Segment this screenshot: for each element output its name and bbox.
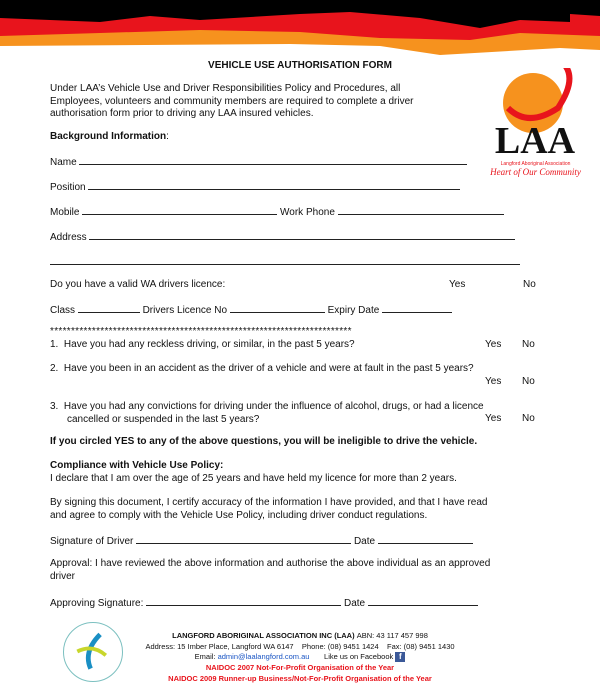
address-line[interactable] [89,230,515,240]
declaration: I declare that I am over the age of 25 years and have held my licence for more than 2 years. [50,473,457,484]
approving-signature-line[interactable] [146,596,341,606]
date-label: Date [353,536,376,547]
approving-signature-label: Approving Signature: [50,598,144,609]
ineligibility-warning: If you circled YES to any of the above questions, you will be ineligible to drive the vehicle. [50,436,478,447]
address-line-2[interactable] [50,255,520,265]
name-field[interactable] [50,155,467,168]
position-label: Position [50,182,86,193]
q3-no[interactable]: No [522,413,535,424]
question-1: 1. Have you had any reckless driving, or similar, in the past 5 years? [50,339,355,350]
form-title: VEHICLE USE AUTHORISATION FORM [208,60,392,71]
footer-org-line: LANGFORD ABORIGINAL ASSOCIATION INC (LAA) ABN: 43 117 457 998 [172,631,428,640]
award-2009: NAIDOC 2009 Runner-up Business/Not-For-Profit Organisation of the Year [168,674,432,683]
driver-signature-label: Signature of Driver [50,536,134,547]
q2-yes[interactable]: Yes [485,376,502,387]
expiry-label: Expiry Date [327,305,380,316]
compliance-heading: Compliance with Vehicle Use Policy: [50,460,224,471]
q1-no[interactable]: No [522,339,535,350]
header-banner [0,0,600,60]
class-label: Class [50,305,76,316]
certification: By signing this document, I certify accuracy of the information I have provided, and that I have read and agree to comply with the Vehicle Use Policy, including driver conduct regulations. [50,497,488,521]
intro-line: authorisation form prior to driving any LAA insured vehicles. [50,108,314,119]
logo-tagline: Heart of Our Community [490,167,581,177]
mobile-line[interactable] [82,205,277,215]
q2-no[interactable]: No [522,376,535,387]
footer-contact-line: Address: 15 Imber Place, Langford WA 6147 Phone: (08) 9451 1424 Fax: (08) 9451 1430 [145,642,455,651]
licence-no-line[interactable] [230,303,325,313]
award-2007: NAIDOC 2007 Not-For-Profit Organisation of the Year [205,663,395,672]
name-line[interactable] [79,155,467,165]
separator: ************************************************************************ [50,326,352,337]
laa-logo [478,68,593,183]
q3-yes[interactable]: Yes [485,413,502,424]
facebook-icon[interactable]: f [395,652,405,662]
licence-no-label: Drivers Licence No [142,305,228,316]
licence-question: Do you have a valid WA drivers licence: [50,279,226,290]
address-label: Address [50,232,87,243]
date-label: Date [343,598,366,609]
question-2: 2. Have you been in an accident as the driver of a vehicle and were at fault in the past 5 years? [50,363,474,374]
expiry-line[interactable] [382,303,452,313]
work-phone-line[interactable] [338,205,504,215]
email-link[interactable]: admin@laalangford.com.au [217,652,310,661]
position-field[interactable] [50,180,460,193]
approval-text: Approval: I have reviewed the above information and authorise the above individual as an approved driver [50,558,491,582]
yes-option[interactable]: Yes [449,279,466,290]
logo-letters: LAA [494,120,576,158]
footer-email-line: Email: admin@laalangford.com.au Like us on Facebook f [0,652,600,662]
position-line[interactable] [88,180,460,190]
question-3: 3. Have you had any convictions for driving under the influence of alcohol, drugs, or had a licence cancelled or suspended in the last 5 years? [50,401,484,425]
intro-line: Under LAA’s Vehicle Use and Driver Responsibilities Policy and Procedures, all [50,83,401,94]
work-phone-label: Work Phone [280,207,335,218]
background-heading: Background Information: [50,131,169,142]
driver-signature-line[interactable] [136,534,351,544]
approving-date-line[interactable] [368,596,478,606]
driver-date-line[interactable] [378,534,473,544]
logo-org: Langford Aboriginal Association [500,161,571,167]
mobile-label: Mobile [50,207,80,218]
class-line[interactable] [78,303,140,313]
intro-line: Employees, volunteers and community members are required to complete a driver [50,95,414,107]
q1-yes[interactable]: Yes [485,339,502,350]
name-label: Name [50,157,77,168]
no-option[interactable]: No [523,279,536,290]
